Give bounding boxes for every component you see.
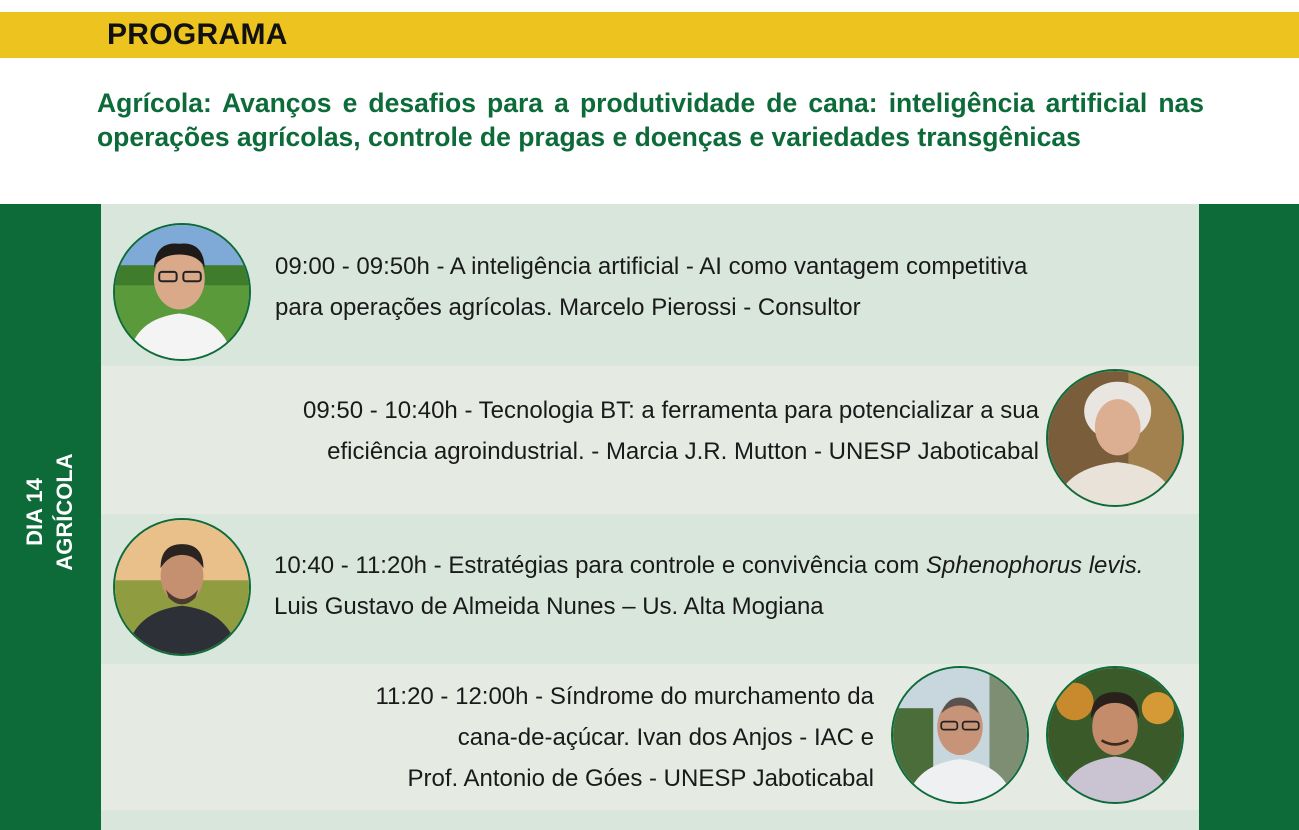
- day-label-line1: DIA 14: [22, 478, 47, 546]
- session-line: [274, 545, 1143, 586]
- session-row: [101, 810, 1199, 830]
- page-title: PROGRAMA: [107, 18, 288, 51]
- session-line: cana-de-açúcar. Ivan dos Anjos - IAC e: [457, 724, 874, 751]
- speaker-photo-antonio: [1046, 666, 1184, 804]
- day-label: [20, 453, 80, 570]
- day-label-line2: AGRÍCOLA: [52, 453, 77, 571]
- session-text: [275, 246, 1027, 328]
- session-line: 09:00 - 09:50h - A inteligência artificial - AI como vantagem competitiva: [275, 253, 1028, 280]
- session-line-text: 10:40 - 11:20h - Estratégias para controle e convivência com: [274, 552, 926, 579]
- session-text: [274, 545, 1143, 627]
- session-line: eficiência agroindustrial. - Marcia J.R. Mutton - UNESP Jaboticabal: [327, 438, 1039, 465]
- header-bar: [0, 12, 1299, 58]
- speaker-photo-luis: [113, 518, 251, 656]
- session-line: para operações agrícolas. Marcelo Pierossi - Consultor: [275, 294, 861, 321]
- speaker-photo-marcelo: [113, 223, 251, 361]
- session-line: Prof. Antonio de Góes - UNESP Jaboticabal: [407, 765, 874, 792]
- session-line: 09:50 - 10:40h - Tecnologia BT: a ferramenta para potencializar a sua: [302, 397, 1039, 424]
- right-green-band: [1199, 204, 1299, 830]
- session-line: Luis Gustavo de Almeida Nunes – Us. Alta Mogiana: [274, 593, 824, 620]
- event-subtitle: Agrícola: Avanços e desafios para a produtividade de cana: inteligência artificial nas operações agrícolas, controle de pragas e doenças e variedades transgênicas: [97, 88, 1204, 152]
- session-line: 11:20 - 12:00h - Síndrome do murchamento da: [375, 683, 874, 710]
- speaker-photo-marcia: [1046, 369, 1184, 507]
- speaker-photo-ivan: [891, 666, 1029, 804]
- species-name: Sphenophorus levis.: [925, 552, 1144, 579]
- session-text: [303, 390, 1039, 472]
- session-text: [375, 676, 874, 799]
